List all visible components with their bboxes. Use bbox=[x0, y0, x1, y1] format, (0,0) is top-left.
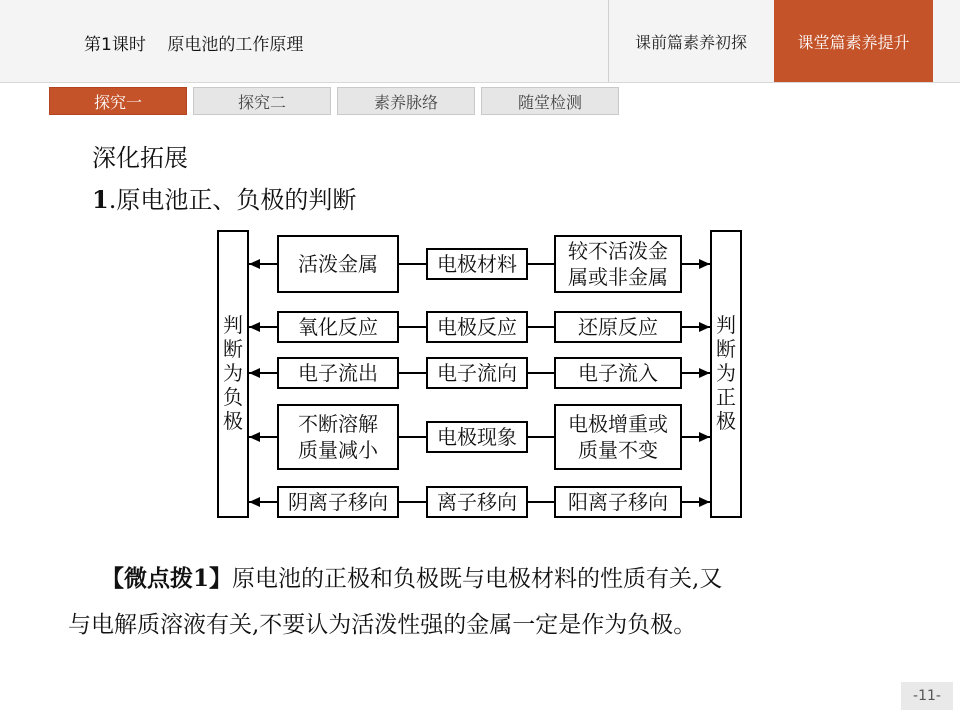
positive-conclusion-char: 判 bbox=[716, 313, 736, 337]
page-number: -11- bbox=[901, 682, 953, 710]
subheading-number: 1 bbox=[92, 185, 109, 214]
tip-text-1: 原电池的正极和负极既与电极材料的性质有关,又 bbox=[232, 566, 723, 592]
arrow-to-positive-arrowhead bbox=[699, 322, 710, 332]
criterion-text: 电极现象 bbox=[437, 425, 517, 449]
negative-conclusion-char: 为 bbox=[223, 361, 243, 385]
positive-feature-text: 质量不变 bbox=[578, 438, 658, 462]
negative-feature-text: 电子流出 bbox=[298, 361, 378, 385]
tab-explore-2[interactable]: 探究二 bbox=[193, 87, 331, 115]
positive-feature-text: 电极增重或 bbox=[568, 412, 668, 436]
tip-line-1 bbox=[68, 556, 898, 602]
negative-feature-text: 不断溶解 bbox=[298, 412, 378, 436]
nav-in-class-button[interactable]: 课堂篇素养提升 bbox=[774, 0, 933, 82]
subheading-text: .原电池正、负极的判断 bbox=[108, 186, 357, 214]
negative-feature-text: 阴离子移向 bbox=[288, 490, 388, 514]
negative-conclusion-char: 负 bbox=[223, 385, 243, 409]
tip-line-2: 与电解质溶液有关,不要认为活泼性强的金属一定是作为负极。 bbox=[68, 612, 697, 638]
tip-note bbox=[68, 556, 898, 648]
arrow-to-negative-arrowhead bbox=[249, 368, 260, 378]
arrow-to-negative-arrowhead bbox=[249, 259, 260, 269]
positive-conclusion-char: 极 bbox=[716, 409, 736, 433]
arrow-to-positive-arrowhead bbox=[699, 432, 710, 442]
positive-conclusion-char: 为 bbox=[716, 361, 736, 385]
negative-feature-text: 质量减小 bbox=[298, 438, 378, 462]
criterion-text: 电子流向 bbox=[437, 361, 517, 385]
positive-conclusion-char: 断 bbox=[716, 337, 736, 361]
tab-literacy-outline[interactable]: 素养脉络 bbox=[337, 87, 475, 115]
positive-conclusion-label bbox=[716, 313, 736, 433]
negative-feature-text: 活泼金属 bbox=[298, 252, 378, 276]
positive-feature-text: 还原反应 bbox=[578, 315, 658, 339]
section-tabs bbox=[49, 87, 625, 115]
diagram-svg bbox=[210, 226, 750, 526]
arrow-to-positive-arrowhead bbox=[699, 368, 710, 378]
negative-feature-text: 氧化反应 bbox=[298, 315, 378, 339]
section-subheading bbox=[92, 180, 356, 215]
criterion-text: 电极反应 bbox=[437, 315, 517, 339]
positive-conclusion-char: 正 bbox=[716, 385, 736, 409]
tip-label: 【微点拨1】 bbox=[101, 565, 233, 592]
section-heading: 深化拓展 bbox=[92, 144, 188, 172]
lesson-title: 第1课时 原电池的工作原理 bbox=[84, 35, 304, 55]
electrode-judgement-diagram bbox=[210, 226, 750, 530]
criterion-text: 电极材料 bbox=[437, 252, 517, 276]
tab-explore-1[interactable]: 探究一 bbox=[49, 87, 187, 115]
positive-feature-text: 较不活泼金 bbox=[568, 239, 668, 263]
positive-feature-text: 电子流入 bbox=[578, 361, 658, 385]
negative-conclusion-label bbox=[223, 313, 243, 433]
negative-conclusion-char: 判 bbox=[223, 313, 243, 337]
arrow-to-negative-arrowhead bbox=[249, 432, 260, 442]
arrow-to-negative-arrowhead bbox=[249, 322, 260, 332]
nav-pre-class-button[interactable]: 课前篇素养初探 bbox=[634, 32, 747, 52]
arrow-to-positive-arrowhead bbox=[699, 259, 710, 269]
arrow-to-positive-arrowhead bbox=[699, 497, 710, 507]
arrow-to-negative-arrowhead bbox=[249, 497, 260, 507]
positive-feature-text: 属或非金属 bbox=[568, 265, 668, 289]
slide-header bbox=[0, 0, 960, 83]
tab-in-class-test[interactable]: 随堂检测 bbox=[481, 87, 619, 115]
positive-feature-text: 阳离子移向 bbox=[568, 490, 668, 514]
criterion-text: 离子移向 bbox=[437, 490, 517, 514]
negative-conclusion-char: 断 bbox=[223, 337, 243, 361]
negative-conclusion-char: 极 bbox=[223, 409, 243, 433]
